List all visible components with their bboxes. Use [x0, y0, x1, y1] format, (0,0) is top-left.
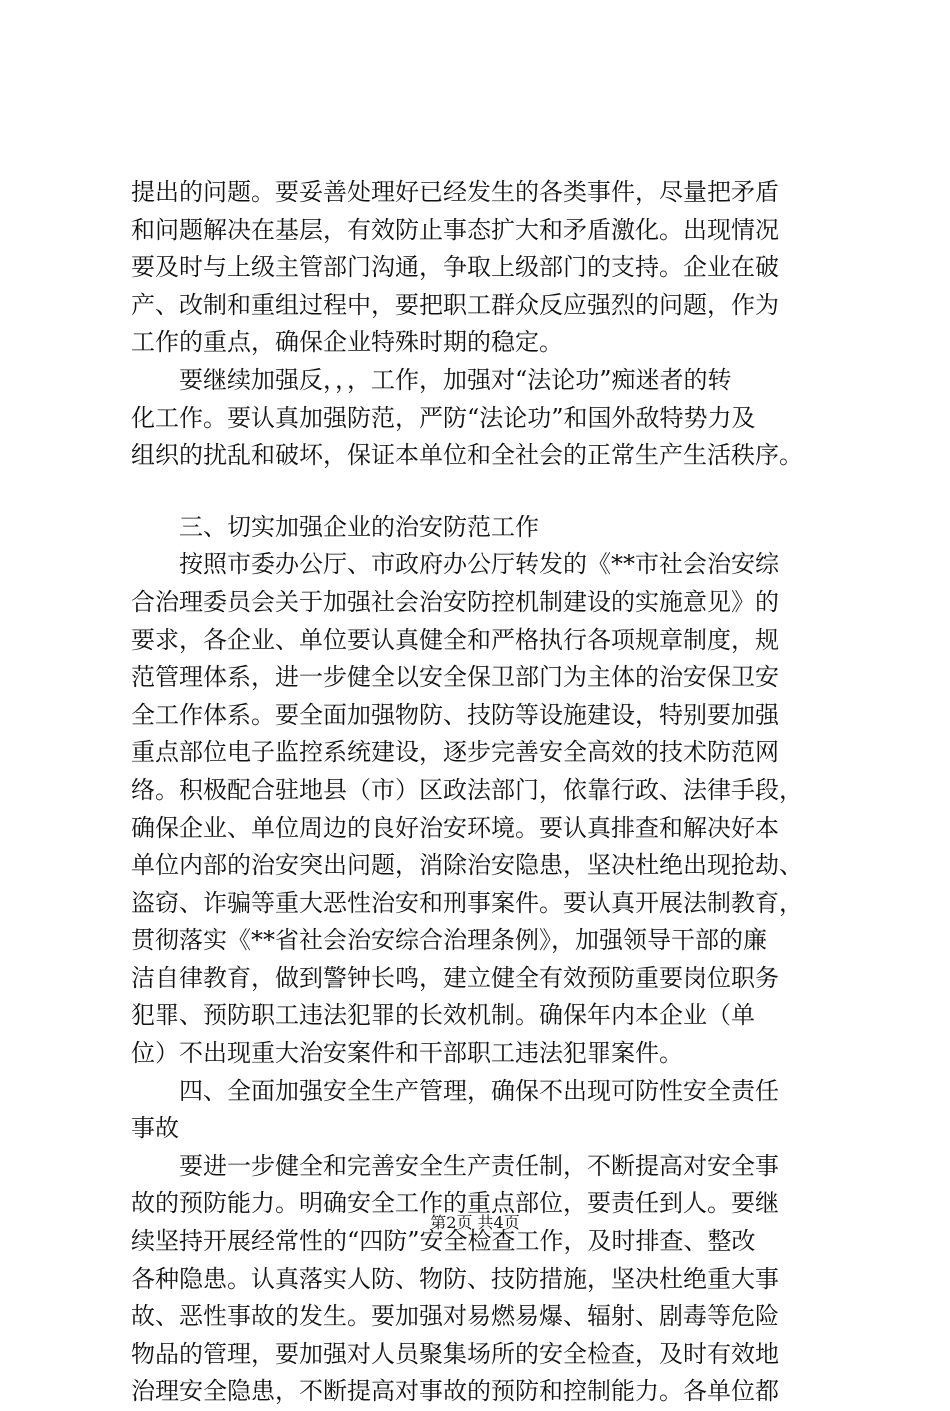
text-line: 洁自律教育，做到警钟长鸣，建立健全有效预防重要岗位职务 [131, 963, 779, 992]
text-line: 物品的管理，要加强对人员聚集场所的安全检查，及时有效地 [131, 1339, 779, 1368]
text-line: 合治理委员会关于加强社会治安防控机制建设的实施意见》的 [131, 587, 779, 616]
text-line: 盗窃、诈骗等重大恶性治安和刑事案件。要认真开展法制教育， [131, 888, 803, 917]
paragraph-block-1 [131, 174, 831, 475]
text-line: 四、全面加强安全生产管理，确保不出现可防性安全责任 [131, 1076, 779, 1105]
text-line: 事故 [131, 1114, 179, 1143]
text-line: 犯罪、预防职工违法犯罪的长效机制。确保年内本企业（单 [131, 1001, 755, 1030]
text-line: 故的预防能力。明确安全工作的重点部位，要责任到人。要继 [131, 1189, 779, 1218]
text-line: 重点部位电子监控系统建设，逐步完善安全高效的技术防范网 [131, 738, 779, 767]
text-line: 续坚持开展经常性的“四防”安全检查工作，及时排查、整改 [131, 1227, 756, 1256]
text-line: 三、切实加强企业的治安防范工作 [131, 512, 539, 541]
text-line: 范管理体系，进一步健全以安全保卫部门为主体的治安保卫安 [131, 663, 779, 692]
text-line: 络。积极配合驻地县（市）区政法部门，依靠行政、法律手段， [131, 775, 803, 804]
text-line: 工作的重点，确保企业特殊时期的稳定。 [131, 328, 563, 357]
text-line: 和问题解决在基层，有效防止事态扩大和矛盾激化。出现情况 [131, 215, 779, 244]
text-line: 治理安全隐患，不断提高对事故的预防和控制能力。各单位都 [131, 1377, 779, 1406]
text-line: 提出的问题。要妥善处理好已经发生的各类事件，尽量把矛盾 [131, 178, 779, 206]
paragraph-block-2 [131, 509, 831, 1411]
text-line: 位）不出现重大治安案件和干部职工违法犯罪案件。 [131, 1039, 683, 1068]
text-line: 要继续加强反，，，工作，加强对“法论功”痴迷者的转 [131, 365, 732, 394]
text-line: 要求，各企业、单位要认真健全和严格执行各项规章制度，规 [131, 625, 779, 654]
text-line: 各种隐患。认真落实人防、物防、技防措施，坚决杜绝重大事 [131, 1264, 779, 1293]
text-line: 按照市委办公厅、市政府办公厅转发的《**市社会治安综 [131, 550, 779, 579]
text-line: 故、恶性事故的发生。要加强对易燃易爆、辐射、剧毒等危险 [131, 1302, 779, 1331]
text-line: 要及时与上级主管部门沟通，争取上级部门的支持。企业在破 [131, 253, 779, 282]
text-line: 化工作。要认真加强防范，严防“法论功”和国外敌特势力及 [131, 403, 756, 432]
text-line: 贯彻落实《**省社会治安综合治理条例》，加强领导干部的廉 [131, 926, 767, 955]
text-line: 产、改制和重组过程中，要把职工群众反应强烈的问题，作为 [131, 290, 779, 319]
page-footer: 第2页 共4页 [430, 1213, 520, 1232]
text-line: 组织的扰乱和破坏，保证本单位和全社会的正常生产生活秩序。 [131, 441, 803, 470]
text-line: 全工作体系。要全面加强物防、技防等设施建设，特别要加强 [131, 700, 779, 729]
text-line: 单位内部的治安突出问题，消除治安隐患，坚决杜绝出现抢劫、 [131, 851, 803, 880]
text-line: 确保企业、单位周边的良好治安环境。要认真排查和解决好本 [131, 813, 779, 842]
paragraph-gap [131, 475, 831, 509]
text-line: 要进一步健全和完善安全生产责任制，不断提高对安全事 [131, 1151, 779, 1180]
